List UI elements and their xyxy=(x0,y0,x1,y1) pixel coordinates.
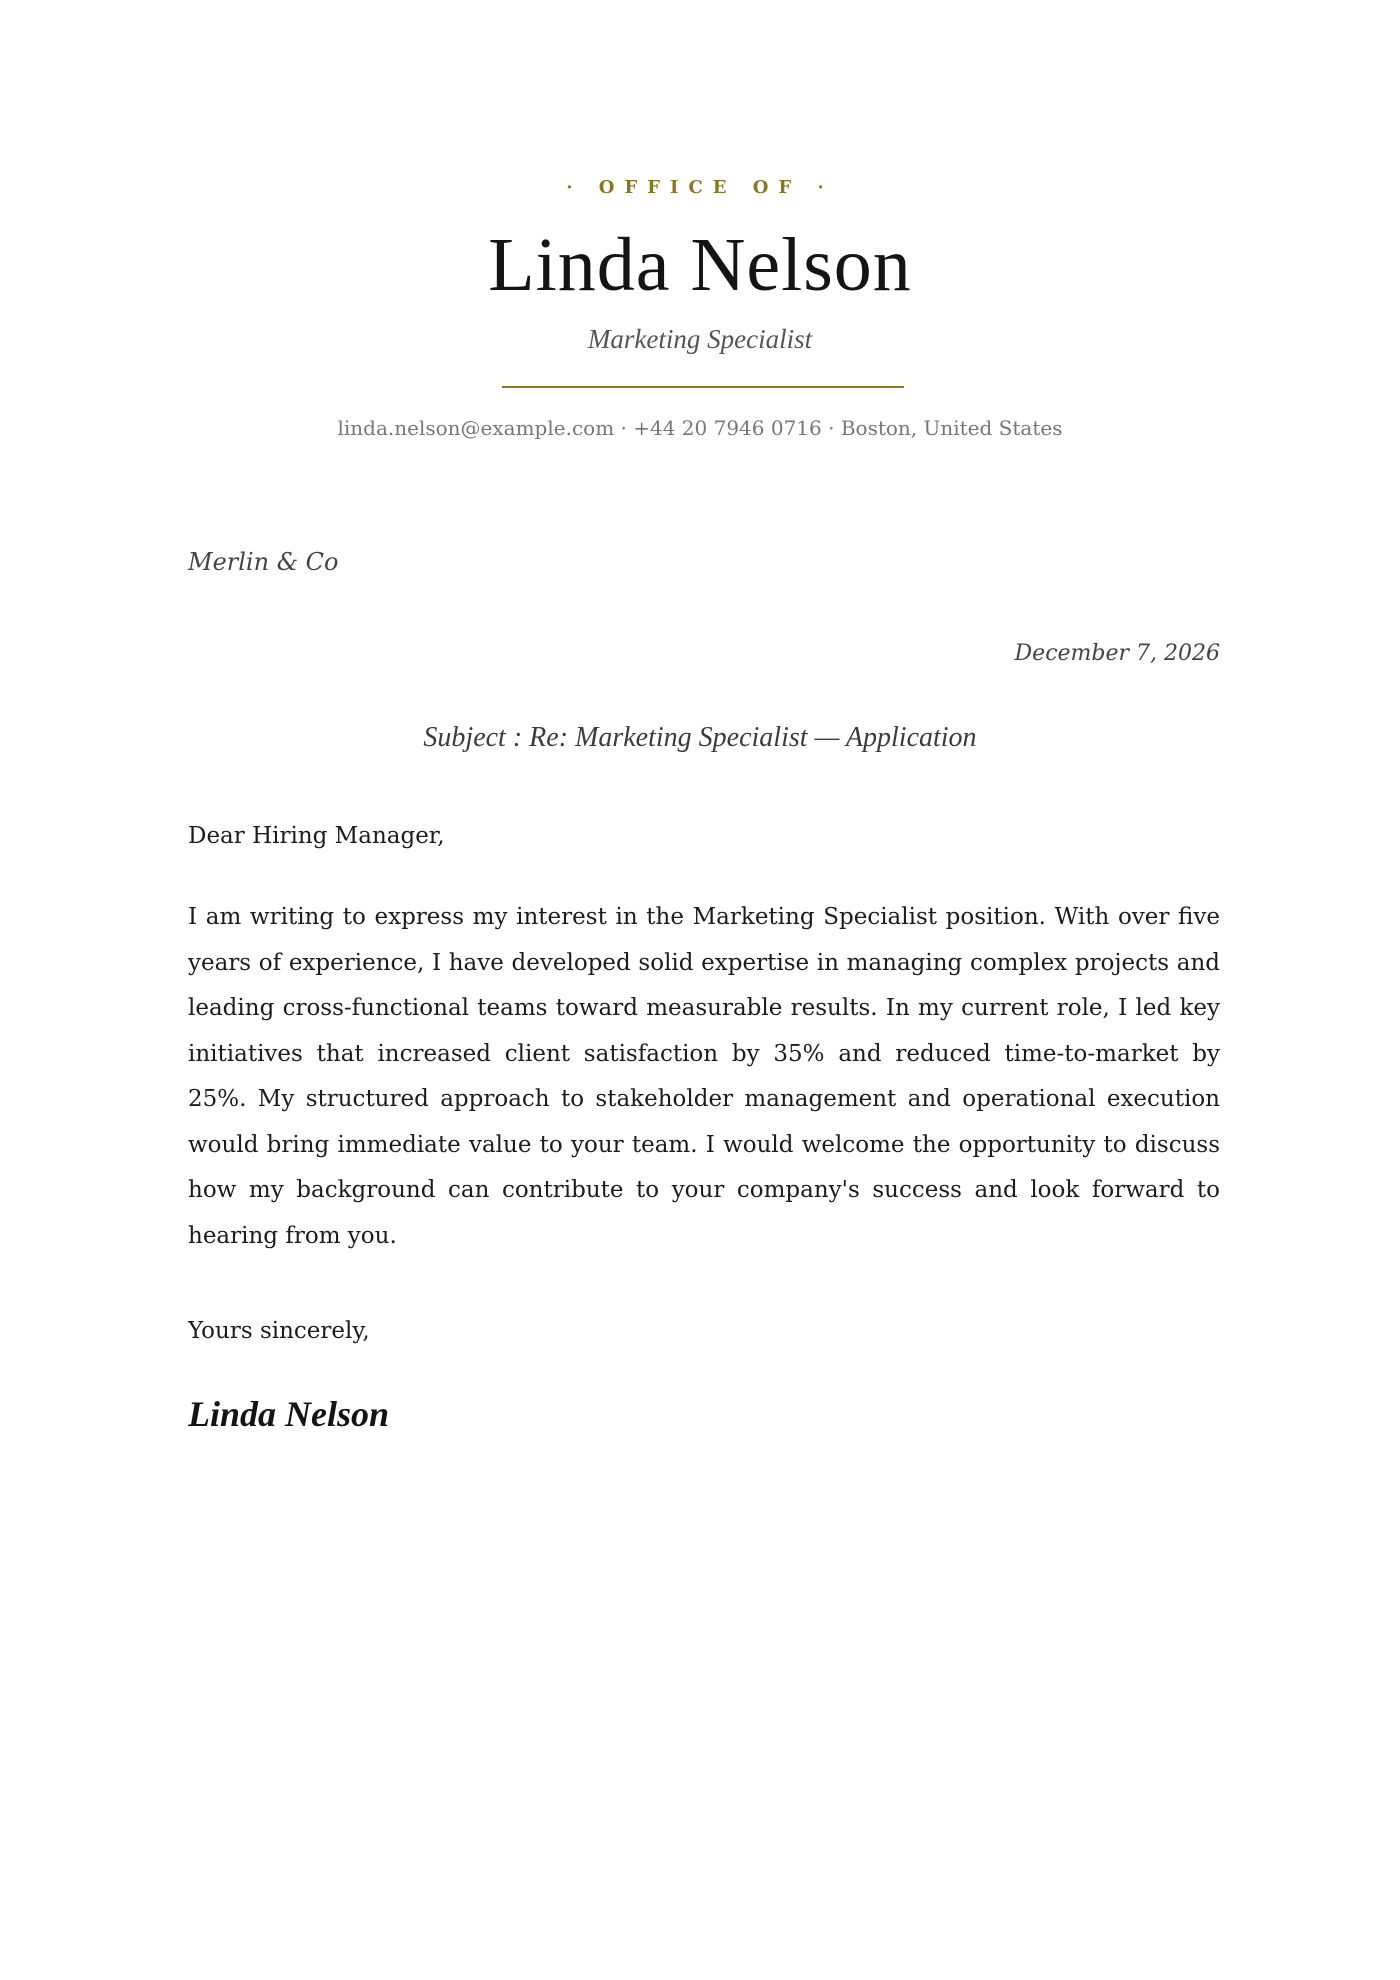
letter-date: December 7, 2026 xyxy=(1014,641,1220,666)
sender-role: Marketing Specialist xyxy=(587,324,813,354)
salutation: Dear Hiring Manager, xyxy=(188,823,445,849)
recipient-company: Merlin & Co xyxy=(188,548,339,576)
letter-body: I am writing to express my interest in the Marketing Specialist position. With over five years of experience, I have developed solid expertise in managing complex projects and leading cross-functional teams toward measurable results. In my current role, I led key initiatives that increased client satisfaction by 35% and reduced time-to-market by 25%. My structured approach to stakeholder management and operational execution would bring immediate value to your team. I would welcome the opportunity to discuss how my background can contribute to your company's success and look forward to hearing from you. xyxy=(188,904,1220,1249)
header-divider xyxy=(502,386,904,388)
signature: Linda Nelson xyxy=(188,1394,390,1434)
contact-line: linda.nelson@example.com · +44 20 7946 0716 · Boston, United States xyxy=(337,416,1063,440)
closing: Yours sincerely, xyxy=(188,1318,370,1344)
office-of-eyebrow: · OFFICE OF · xyxy=(566,177,834,198)
subject-line: Subject : Re: Marketing Specialist — Application xyxy=(423,722,977,753)
sender-name: Linda Nelson xyxy=(488,223,912,307)
